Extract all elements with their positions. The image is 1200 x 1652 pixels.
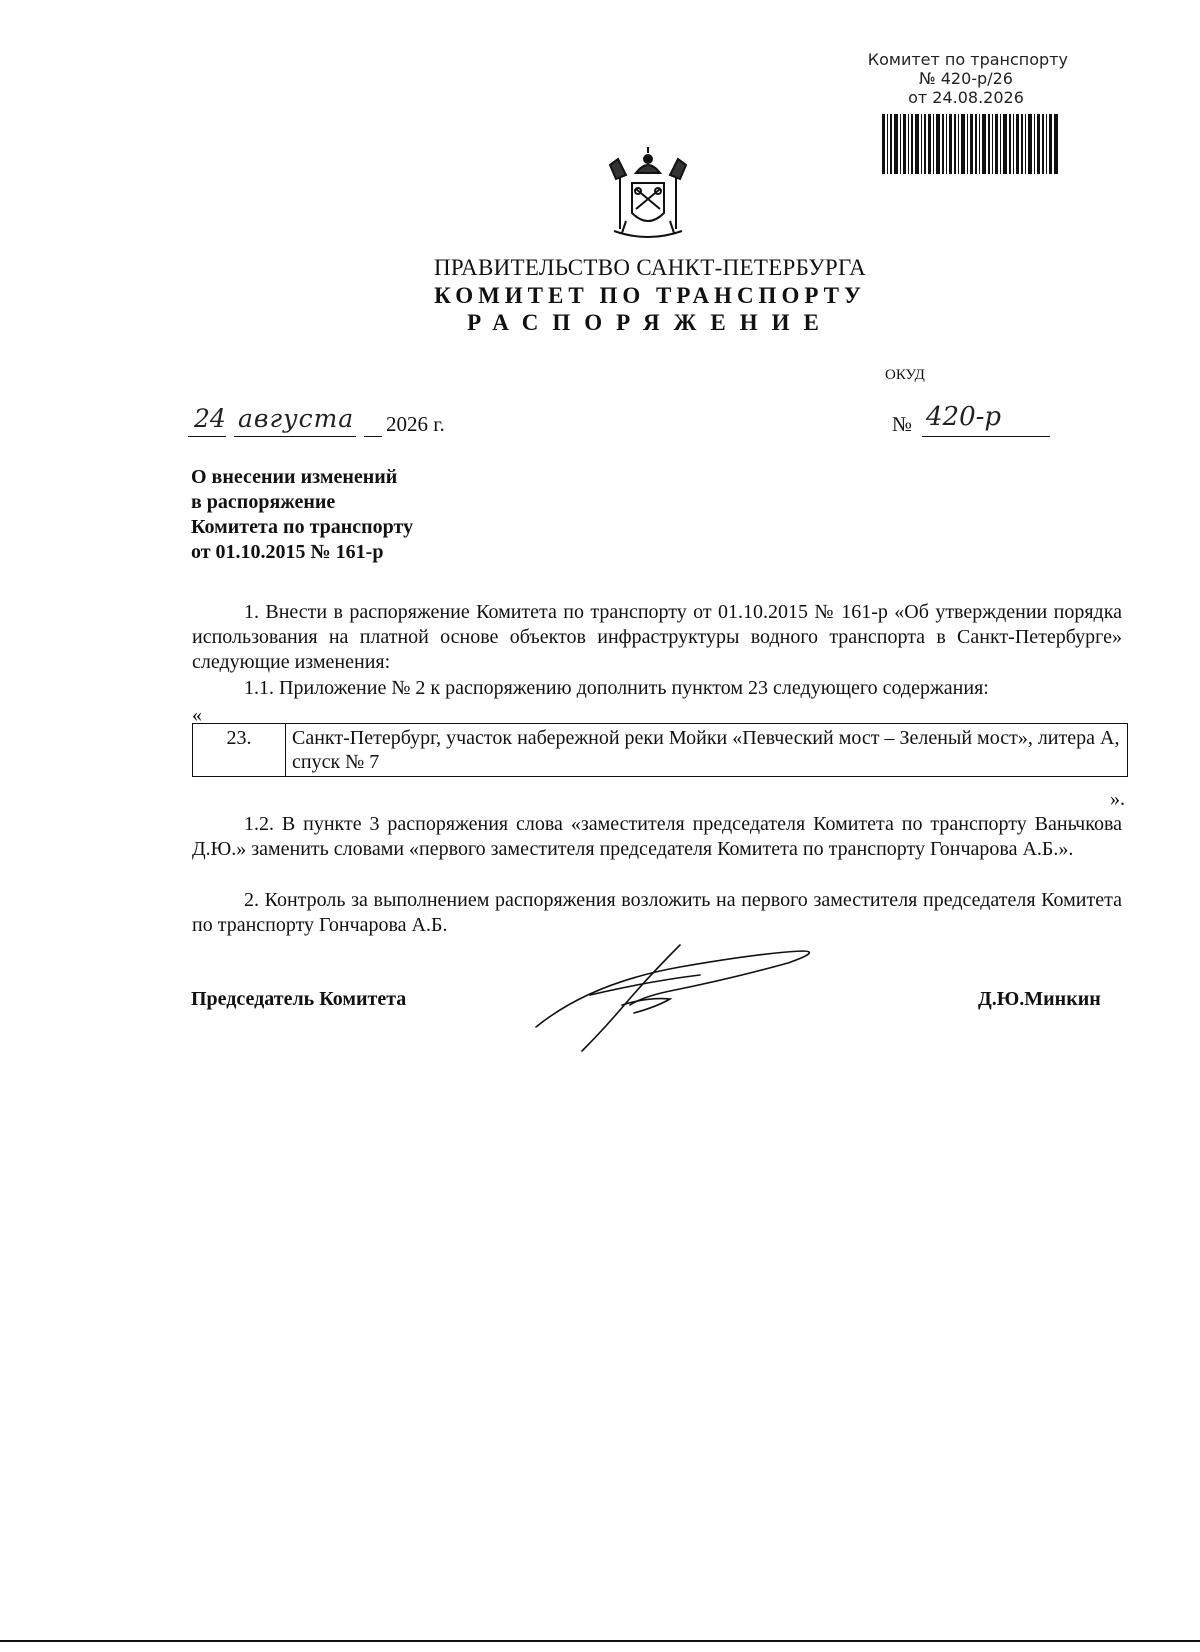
subject-line: О внесении изменений (191, 466, 398, 488)
stamp-line-2: № 420-р/26 (919, 69, 1013, 88)
document-subject (191, 465, 413, 565)
registration-stamp (846, 50, 1086, 107)
signatory-title: Председатель Комитета (191, 988, 407, 1010)
date-month: августа (238, 404, 355, 433)
table-cell-number: 23. (193, 724, 286, 777)
subject-line: в распоряжение (191, 491, 336, 513)
document-number (892, 402, 1052, 440)
stamp-line-3: от 24.08.2026 (908, 88, 1024, 107)
quote-close: ». (1110, 788, 1125, 810)
subject-line: от 01.10.2015 № 161-р (191, 541, 384, 563)
signatory-name: Д.Ю.Минкин (978, 988, 1101, 1010)
date-year: 2026 г. (386, 412, 445, 436)
barcode-icon (882, 114, 1058, 174)
number-value: 420-р (926, 402, 1002, 432)
table-cell-text: Санкт-Петербург, участок набережной реки Мойки «Певческий мост – Зеленый мост», литера А, спуск № 7 (286, 724, 1128, 777)
table-row (193, 724, 1128, 777)
document-date (188, 404, 488, 440)
government-title: ПРАВИТЕЛЬСТВО САНКТ-ПЕТЕРБУРГА (433, 255, 867, 280)
okud-label: ОКУД (885, 367, 925, 383)
date-day: 24 (194, 404, 226, 433)
underline (364, 436, 382, 437)
amendment-table (192, 723, 1128, 777)
paragraph-2: 2. Контроль за выполнением распоряжения возложить на первого заместителя председателя Комитета по транспорту Гончарова А.Б. (192, 889, 1122, 936)
number-sign: № (892, 412, 913, 436)
subject-line: Комитета по транспорту (191, 516, 414, 538)
paragraph-1-1: 1.1. Приложение № 2 к распоряжению дополнить пунктом 23 следующего содержания: (244, 677, 989, 699)
coat-of-arms-icon (596, 143, 700, 247)
committee-title: КОМИТЕТ ПО ТРАНСПОРТУ (434, 283, 866, 308)
stamp-line-1: Комитет по транспорту (867, 50, 1068, 69)
underline (234, 436, 356, 437)
quote-open: « (192, 704, 202, 726)
underline (188, 436, 226, 437)
paragraph-1-2: 1.2. В пункте 3 распоряжения слова «заместителя председателя Комитета по транспорту Ваньчкова Д.Ю.» заменить словами «первого заместителя председателя Комитета по транспорту Гончарова А.Б.». (192, 813, 1122, 860)
page-edge-line (0, 1640, 1200, 1642)
document-type: РАСПОРЯЖЕНИЕ (467, 310, 833, 335)
handwritten-signature (530, 935, 830, 1055)
underline (922, 436, 1050, 437)
paragraph-1: 1. Внести в распоряжение Комитета по транспорту от 01.10.2015 № 161-р «Об утверждении порядка использования на платной основе объектов инфраструктуры водного транспорта в Санкт-Петербурге» следующие изменения: (192, 601, 1122, 673)
